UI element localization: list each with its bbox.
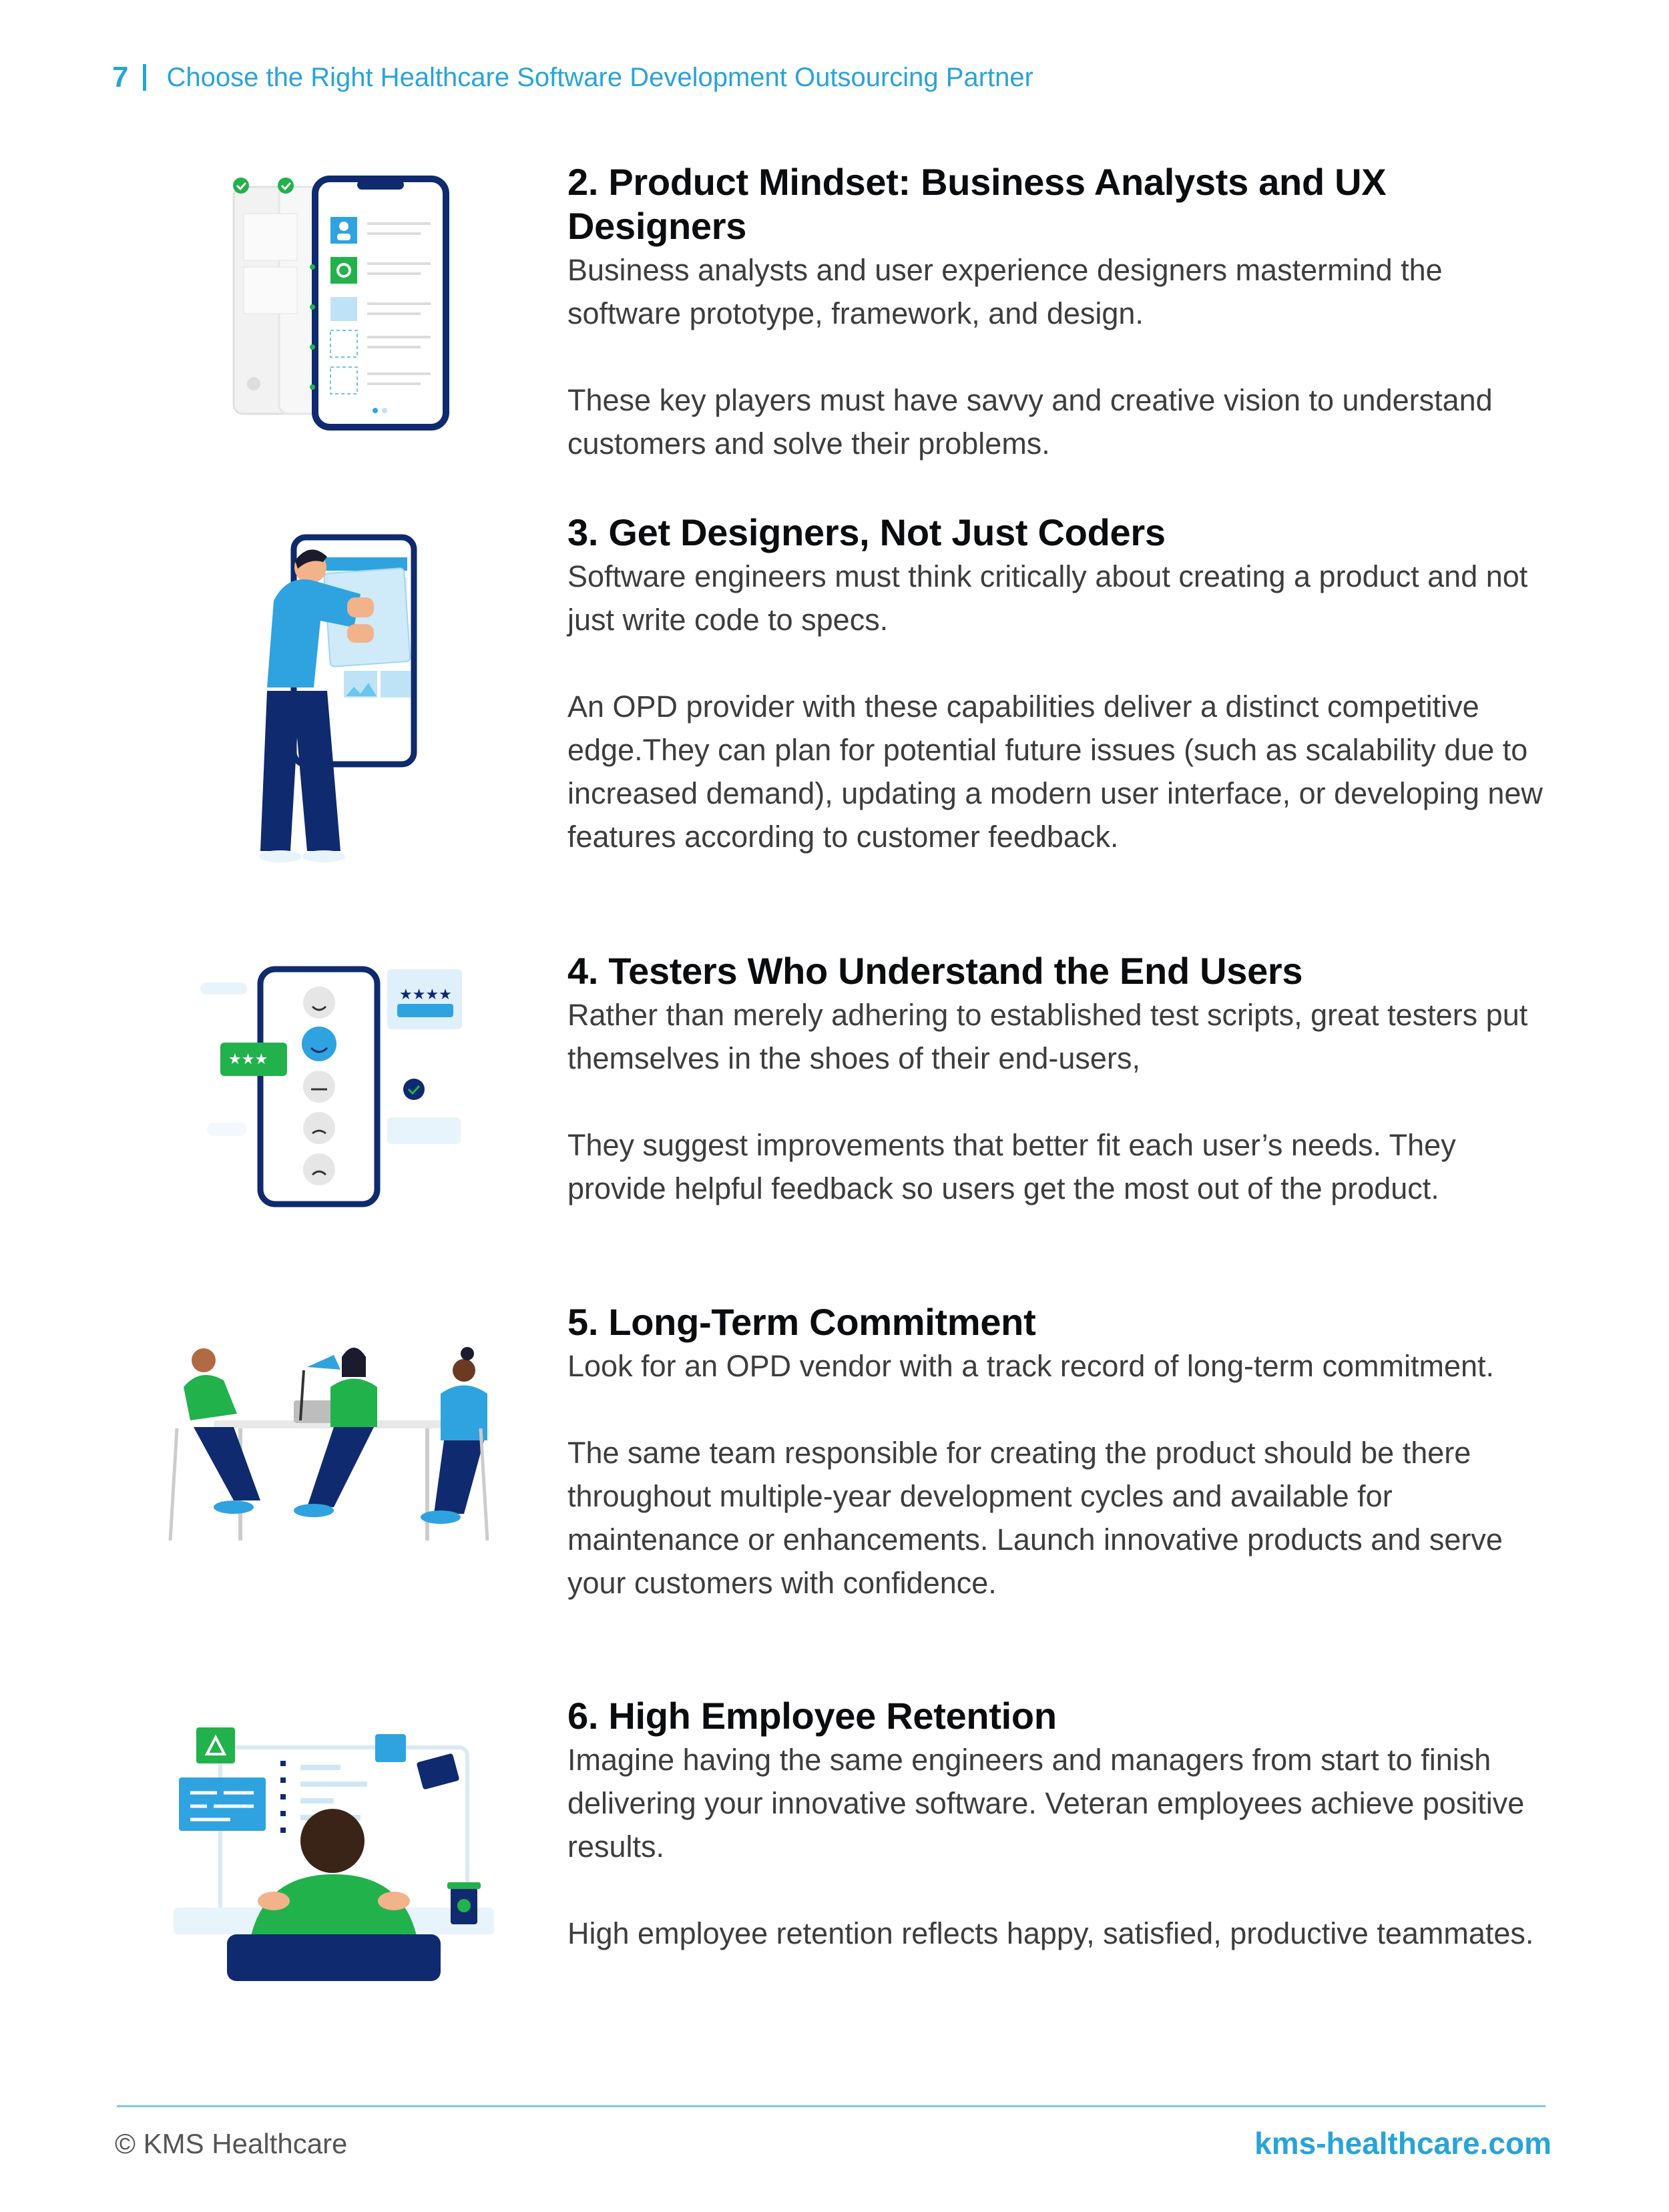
section-paragraph: These key players must have savvy and creative vision to understand customers and solve their problems. xyxy=(567,383,1493,461)
footer-divider xyxy=(117,2105,1545,2107)
svg-text:★★★: ★★★ xyxy=(228,1051,268,1068)
section-paragraph: The same team responsible for creating the product should be there throughout multiple-year development cycles and available for maintenance or enhancements. Launch innovative products and serve your customers with confidence. xyxy=(567,1436,1503,1600)
page-header xyxy=(112,59,1033,96)
section-paragraph: Business analysts and user experience designers mastermind the software prototype, framework, and design. xyxy=(567,253,1443,330)
section-text xyxy=(567,1300,1556,1605)
section-title: 3. Get Designers, Not Just Coders xyxy=(567,511,1166,553)
engineer-at-desk-illustration xyxy=(167,1714,514,1981)
section-title: 6. High Employee Retention xyxy=(567,1695,1057,1737)
svg-text:★★★★: ★★★★ xyxy=(399,987,452,1003)
page-number: 7 xyxy=(112,61,129,93)
header-title: Choose the Right Healthcare Software Development Outsourcing Partner xyxy=(166,62,1033,92)
feedback-rating-illustration xyxy=(167,962,514,1209)
section-title: 5. Long-Term Commitment xyxy=(567,1301,1036,1343)
section-paragraph: High employee retention reflects happy, satisfied, productive teammates. xyxy=(567,1916,1534,1950)
header-divider xyxy=(143,64,146,91)
phone-wireframe-illustration xyxy=(167,167,514,434)
section-paragraph: Rather than merely adhering to established test scripts, great testers put themselves in the shoes of their end-users, xyxy=(567,998,1528,1075)
section-paragraph: Software engineers must think critically about creating a product and not just write code to specs. xyxy=(567,559,1528,637)
footer-copyright: © KMS Healthcare xyxy=(115,2128,348,2159)
section-paragraph: Imagine having the same engineers and managers from start to finish delivering your innovative software. Veteran employees achieve positive results. xyxy=(567,1743,1525,1864)
section-paragraph: An OPD provider with these capabilities deliver a distinct competitive edge.They can plan for potential future issues (such as scalability due to increased demand), updating a modern user interface, or developing new features according to customer feedback. xyxy=(567,689,1543,854)
section-text xyxy=(567,160,1556,465)
team-meeting-illustration xyxy=(167,1340,514,1554)
section-title: 2. Product Mindset: Business Analysts and UX Designers xyxy=(567,161,1387,247)
section-paragraph: Look for an OPD vendor with a track record of long-term commitment. xyxy=(567,1349,1495,1383)
section-text xyxy=(567,511,1556,858)
section-paragraph: They suggest improvements that better fit each user’s needs. They provide helpful feedback so users get the most out of the product. xyxy=(567,1128,1456,1205)
section-title: 4. Testers Who Understand the End Users xyxy=(567,950,1303,992)
section-text xyxy=(567,949,1556,1210)
footer-website-link[interactable]: kms-healthcare.com xyxy=(1254,2126,1552,2161)
designer-with-phone-illustration xyxy=(167,531,514,864)
section-text xyxy=(567,1694,1556,1955)
